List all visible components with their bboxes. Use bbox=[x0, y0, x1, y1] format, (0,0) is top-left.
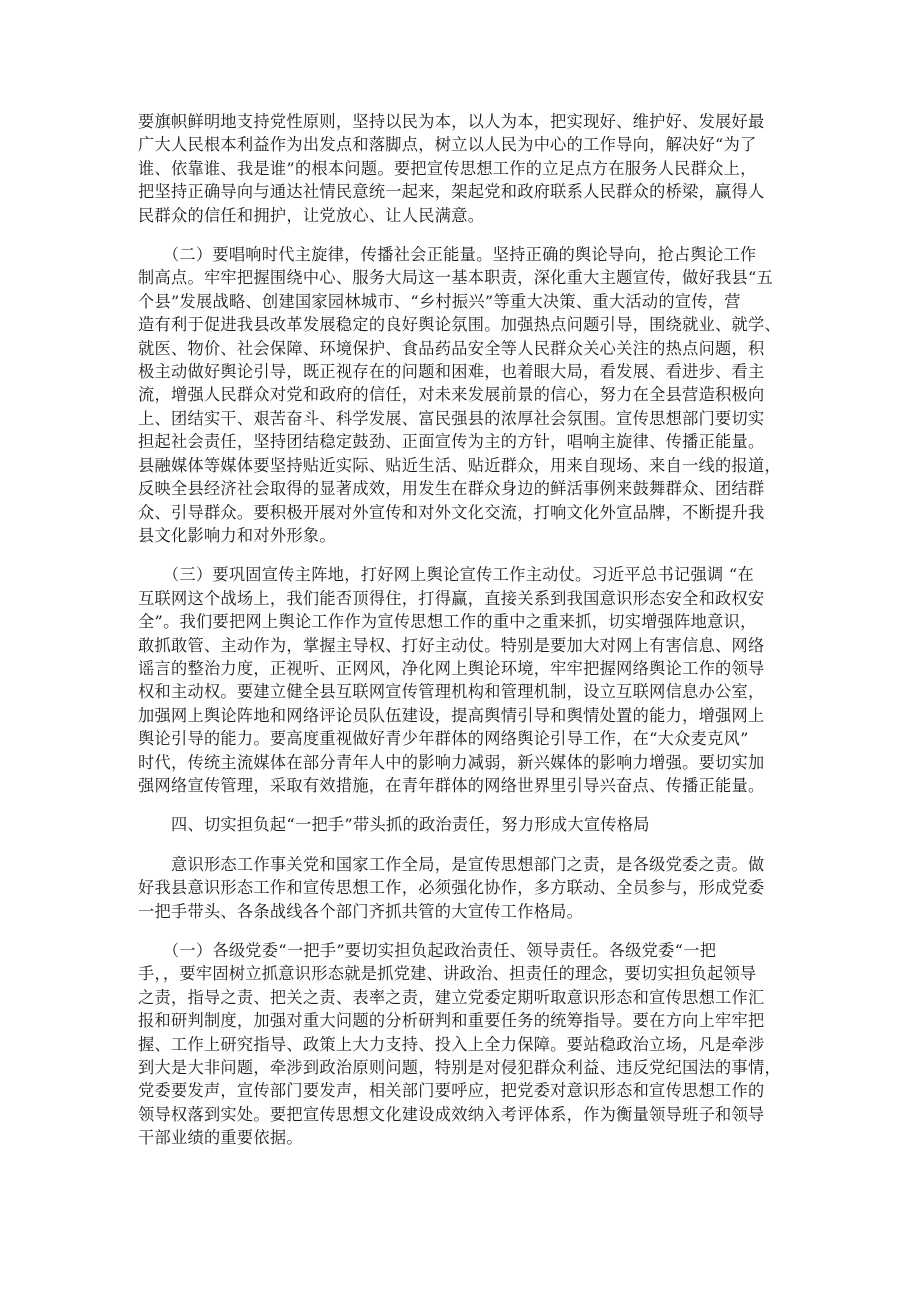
text-line: 到大是大非问题，牵涉到政治原则问题，特别是对侵犯群众利益、违反党纪国法的事情， bbox=[138, 1058, 782, 1078]
paragraph-section-two bbox=[138, 243, 788, 547]
text-line: 之责，指导之责、把关之责、表率之责，建立党委定期听取意识形态和宣传思想工作汇 bbox=[138, 987, 765, 1007]
text-line: 加强网上舆论阵地和网络评论员队伍建设，提高舆情引导和舆情处置的能力，增强网上 bbox=[138, 705, 765, 725]
text-line: 流，增强人民群众对党和政府的信任，对未来发展前景的信心，努力在全县营造积极向 bbox=[138, 385, 765, 405]
paragraph-section-four-one bbox=[138, 939, 788, 1150]
document-body bbox=[138, 110, 788, 1150]
text-line: 就医、物价、社会保障、环境保护、食品药品安全等人民群众关心关注的热点问题，积 bbox=[138, 338, 765, 358]
text-line: 时代，传统主流媒体在部分青年人中的影响力减弱，新兴媒体的影响力增强。要切实加 bbox=[138, 752, 765, 772]
text-line: 报和研判制度，加强对重大问题的分析研判和重要任务的统筹指导。要在方向上牢牢把 bbox=[138, 1011, 765, 1031]
text-line: 制高点。牢牢把握围绕中心、服务大局这一基本职责，深化重大主题宣传，做好我县“五 bbox=[138, 268, 774, 288]
text-line: 党委要发声，宣传部门要发声，相关部门要呼应，把党委对意识形态和宣传思想工作的 bbox=[138, 1081, 765, 1101]
text-line: 意识形态工作事关党和国家工作全局，是宣传思想部门之责，是各级党委之责。做 bbox=[138, 854, 765, 874]
text-line: 握、工作上研究指导、政策上大力支持、投入上全力保障。要站稳政治立场，凡是牵涉 bbox=[138, 1034, 765, 1054]
text-line: 县融媒体等媒体要坚持贴近实际、贴近生活、贴近群众，用来自现场、来自一线的报道， bbox=[138, 455, 782, 475]
text-line: 上、团结实干、艰苦奋斗、科学发展、富民强县的浓厚社会氛围。宣传思想部门要切实 bbox=[138, 408, 765, 428]
text-line: 舆论引导的能力。要高度重视做好青少年群体的网络舆论引导工作，在“大众麦克风” bbox=[138, 729, 749, 749]
text-line: 把坚持正确导向与通达社情民意统一起来，架起党和政府联系人民群众的桥梁，赢得人 bbox=[138, 182, 765, 202]
text-line: 要旗帜鲜明地支持党性原则，坚持以民为本，以人为本，把实现好、维护好、发展好最 bbox=[138, 112, 765, 131]
text-line: 干部业绩的重要依据。 bbox=[138, 1128, 303, 1148]
text-line: 一把手带头、各条战线各个部门齐抓共管的大宣传工作格局。 bbox=[138, 901, 584, 921]
text-line: 担起社会责任，坚持团结稳定鼓劲、正面宣传为主的方针，唱响主旋律、传播正能量。 bbox=[138, 432, 765, 452]
text-line: 极主动做好舆论引导，既正视存在的问题和困难，也着眼大局，看发展、看进步、看主 bbox=[138, 362, 765, 382]
text-line: 反映全县经济社会取得的显著成效，用发生在群众身边的鲜活事例来鼓舞群众、团结群 bbox=[138, 479, 765, 499]
text-line: 谣言的整治力度，正视听、正网风，净化网上舆论环境，牢牢把握网络舆论工作的领导 bbox=[138, 658, 765, 678]
text-line: 广大人民根本利益作为出发点和落脚点，树立以人民为中心的工作导向，解决好“为了 bbox=[138, 135, 757, 155]
paragraph-intro-continuation bbox=[138, 110, 788, 227]
text-line: 领导权落到实处。要把宣传思想文化建设成效纳入考评体系，作为衡量领导班子和领导 bbox=[138, 1104, 765, 1124]
text-line: 谁、依靠谁、我是谁”的根本问题。要把宣传思想工作的立足点方在服务人民群众上， bbox=[138, 158, 757, 178]
text-line: 造有利于促进我县改革发展稳定的良好舆论氛围。加强热点问题引导，围绕就业、就学、 bbox=[138, 315, 782, 335]
text-line: 手，，要牢固树立抓意识形态就是抓党建、讲政治、担责任的理念，要切实担负起领导 bbox=[138, 964, 757, 984]
text-line: 县文化影响力和对外形象。 bbox=[138, 525, 336, 545]
text-line: （一）各级党委“一把手”要切实担负起政治责任、领导责任。各级党委“一把 bbox=[138, 941, 717, 960]
text-line: 众、引导群众。要积极开展对外宣传和对外文化交流，打响文化外宣品牌，不断提升我 bbox=[138, 502, 765, 522]
text-line: （二）要唱响时代主旋律，传播社会正能量。坚持正确的舆论导向，抢占舆论工作 bbox=[138, 245, 757, 265]
text-line: 全”。我们要把网上舆论工作作为宣传思想工作的重中之重来抓，切实增强阵地意识， bbox=[138, 612, 757, 632]
text-line: （三）要巩固宣传主阵地，打好网上舆论宣传工作主动仗。习近平总书记强调 “在 bbox=[138, 565, 754, 585]
paragraph-section-four-intro bbox=[138, 853, 788, 923]
text-line: 强网络宣传管理，采取有效措施，在青年群体的网络世界里引导兴奋点、传播正能量。 bbox=[138, 775, 765, 795]
text-line: 敢抓敢管、主动作为，掌握主导权、打好主动仗。特别是要加大对网上有害信息、网络 bbox=[138, 635, 765, 655]
text-line: 互联网这个战场上，我们能否顶得住，打得赢，直接关系到我国意识形态安全和政权安 bbox=[138, 588, 765, 608]
text-line: 个县”发展战略、创建国家园林城市、“乡村振兴”等重大决策、重大活动的宣传，营 bbox=[138, 291, 741, 311]
section-heading-four bbox=[138, 813, 788, 836]
text-line: 民群众的信任和拥护，让党放心、让人民满意。 bbox=[138, 205, 485, 225]
text-line: 权和主动权。要建立健全县互联网宣传管理机构和管理机制，设立互联网信息办公室， bbox=[138, 682, 765, 702]
paragraph-section-three bbox=[138, 563, 788, 797]
text-line: 好我县意识形态工作和宣传思想工作，必须强化协作，多方联动、全员参与，形成党委 bbox=[138, 878, 765, 898]
heading-line: 四、切实担负起“一把手”带头抓的政治责任，努力形成大宣传格局 bbox=[138, 815, 650, 835]
